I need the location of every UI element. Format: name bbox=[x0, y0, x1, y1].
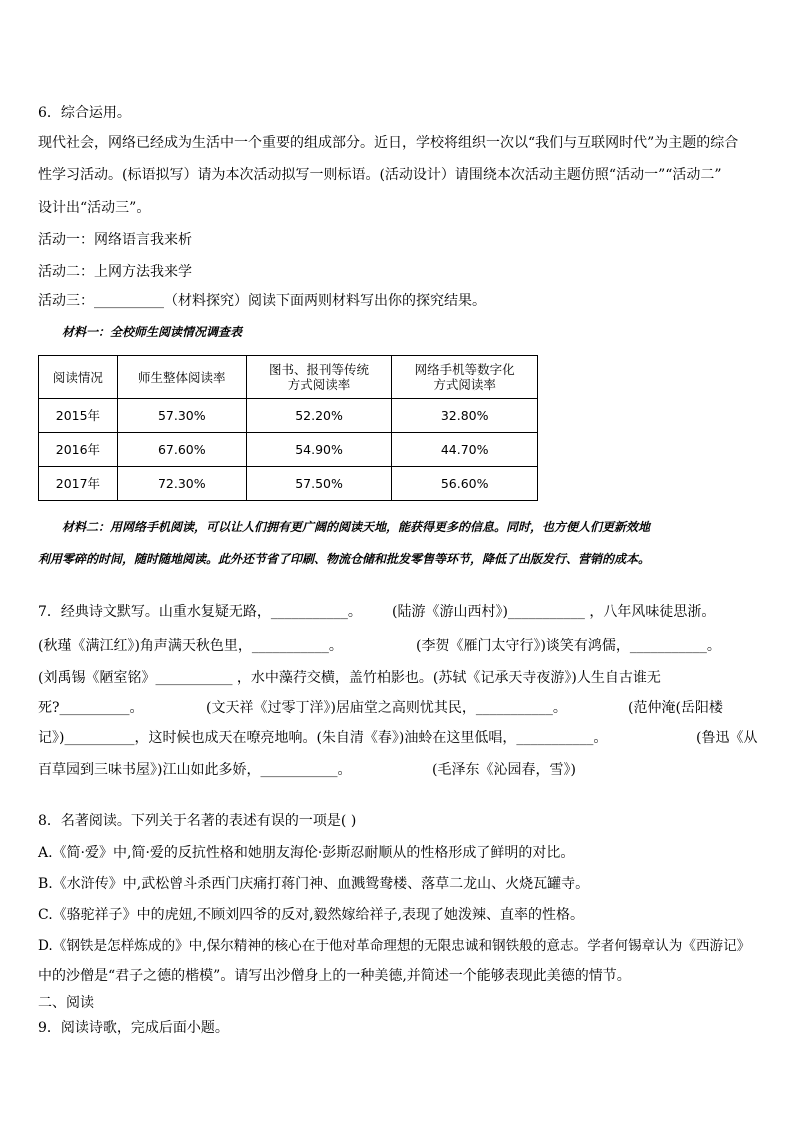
q7-line-3: (刘禹锡《陋室铭》___________ ，水中藻荇交横，盖竹柏影也。(苏轼《记承天寺夜游》)人生自古谁无 bbox=[38, 670, 661, 686]
q7-line-1b: (陆游《游山西村》)___________ ，八年风味徒思浙。 bbox=[392, 604, 716, 620]
table-header-cell: 网络手机等数字化 方式阅读率 bbox=[392, 356, 538, 399]
material-2-line-2: 利用零碎的时间，随时随地阅读。此外还节省了印刷、物流仓储和批发零售等环节，降低了出版发行、营销的成本。 bbox=[38, 552, 651, 566]
q7-line-2b: (李贺《雁门太守行》)谈笑有鸿儒，___________。 bbox=[416, 638, 721, 654]
material-1-title: 材料一：全校师生阅读情况调查表 bbox=[62, 325, 243, 339]
table-row bbox=[39, 399, 538, 433]
table-cell: 57.30% bbox=[117, 399, 246, 433]
q7-line-2a: (秋瑾《满江红》)角声满天秋色里，___________。 bbox=[38, 638, 343, 654]
table-cell: 67.60% bbox=[117, 433, 246, 467]
table-cell: 72.30% bbox=[117, 467, 246, 501]
q6-paragraph-line-2: 性学习活动。(标语拟写）请为本次活动拟写一则标语。(活动设计）请围绕本次活动主题仿照“活动一”“活动二” bbox=[38, 167, 722, 183]
q6-title: 6．综合运用。 bbox=[38, 105, 131, 121]
table-cell: 44.70% bbox=[392, 433, 538, 467]
q8-option-d-line-1: D.《钢铁是怎样炼成的》中,保尔精神的核心在于他对革命理想的无限忠诚和钢铁般的意志。学者何锡章认为《西游记》 bbox=[38, 938, 751, 954]
q8-option-b: B.《水浒传》中,武松曾斗杀西门庆痛打蒋门神、血溅鸳鸯楼、落草二龙山、火烧瓦罐寺。 bbox=[38, 876, 590, 892]
q8-title: 8．名著阅读。下列关于名著的表述有误的一项是( ) bbox=[38, 813, 357, 829]
table-cell: 2016年 bbox=[39, 433, 118, 467]
table-cell: 2017年 bbox=[39, 467, 118, 501]
q8-option-d-line-2: 中的沙僧是“君子之德的楷模”。请写出沙僧身上的一种美德,并简述一个能够表现此美德的情节。 bbox=[38, 968, 631, 984]
section-heading-reading: 二、阅读 bbox=[38, 995, 94, 1011]
q7-line-4b: (文天祥《过零丁洋》)居庙堂之高则忧其民，___________。 bbox=[206, 700, 567, 716]
table-cell: 2015年 bbox=[39, 399, 118, 433]
reading-survey-table bbox=[38, 355, 538, 501]
q7-line-5a: 记》)__________，这时候也成天在嘹亮地响。(朱自清《春》)油蛉在这里低唱，___________。 bbox=[38, 730, 608, 746]
activity-1: 活动一：网络语言我来析 bbox=[38, 232, 192, 248]
q7-line-6b: (毛泽东《沁园春，雪》) bbox=[432, 762, 576, 778]
table-row bbox=[39, 433, 538, 467]
material-2-line-1: 材料二：用网络手机阅读，可以让人们拥有更广阔的阅读天地，能获得更多的信息。同时，也方便人们更新效地 bbox=[62, 520, 651, 534]
table-header-cell: 师生整体阅读率 bbox=[117, 356, 246, 399]
q7-line-6a: 百草园到三味书屋》)江山如此多娇，___________。 bbox=[38, 762, 352, 778]
q6-paragraph-line-3: 设计出“活动三”。 bbox=[38, 200, 151, 216]
table-cell: 57.50% bbox=[246, 467, 392, 501]
q6-paragraph-line-1: 现代社会，网络已经成为生活中一个重要的组成部分。近日，学校将组织一次以“我们与互联网时代”为主题的综合 bbox=[38, 135, 739, 151]
table-cell: 52.20% bbox=[246, 399, 392, 433]
q9-title: 9．阅读诗歌，完成后面小题。 bbox=[38, 1020, 229, 1036]
table-cell: 32.80% bbox=[392, 399, 538, 433]
q8-option-c: C.《骆驼祥子》中的虎妞,不顾刘四爷的反对,毅然嫁给祥子,表现了她泼辣、直率的性格。 bbox=[38, 907, 585, 923]
q8-option-a: A.《简·爱》中,简·爱的反抗性格和她朋友海伦·彭斯忍耐顺从的性格形成了鲜明的对比。 bbox=[38, 845, 575, 861]
q7-line-1a: 7．经典诗文默写。山重水复疑无路，___________。 bbox=[38, 604, 362, 620]
q7-line-4a: 死?__________。 bbox=[38, 700, 144, 716]
table-header-cell: 阅读情况 bbox=[39, 356, 118, 399]
q7-line-4c: (范仲淹(岳阳楼 bbox=[628, 700, 723, 716]
table-row bbox=[39, 467, 538, 501]
activity-3: 活动三：__________（材料探究）阅读下面两则材料写出你的探究结果。 bbox=[38, 293, 486, 309]
table-cell: 56.60% bbox=[392, 467, 538, 501]
table-cell: 54.90% bbox=[246, 433, 392, 467]
table-header-cell: 图书、报刊等传统 方式阅读率 bbox=[246, 356, 392, 399]
q7-line-5b: (鲁迅《从 bbox=[696, 730, 758, 746]
activity-2: 活动二：上网方法我来学 bbox=[38, 264, 192, 280]
table-header-row bbox=[39, 356, 538, 399]
